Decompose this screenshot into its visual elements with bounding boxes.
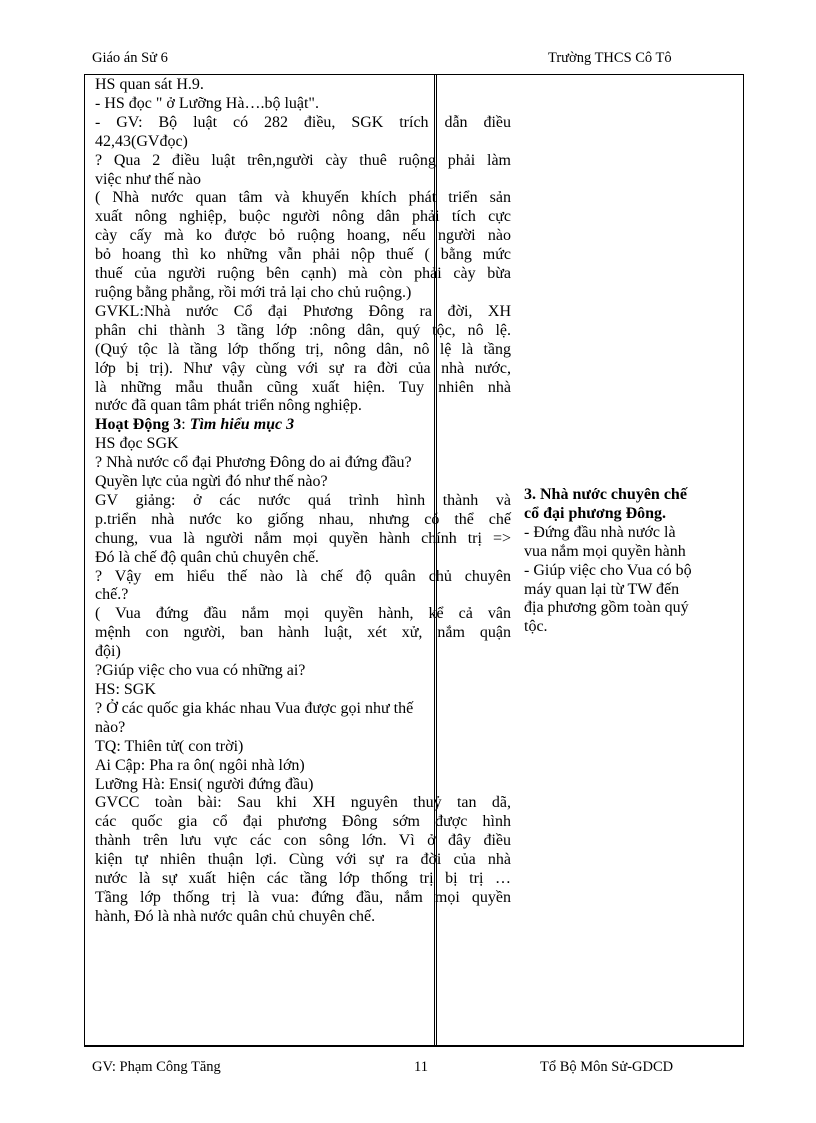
lesson-activities-column [95, 76, 511, 927]
text-line: vua nắm mọi quyền hành [524, 542, 686, 560]
text-line: địa phương gồm toàn quý [524, 599, 689, 617]
header-subject: Giáo án Sử 6 [92, 50, 168, 66]
text-line: mệnh con người, ban hành luật, xét xử, nắm quận [95, 624, 511, 642]
activity-title: Tìm hiểu mục 3 [189, 416, 295, 434]
activity-label: Hoạt Động 3 [95, 416, 182, 434]
text-line: nước là sự xuất hiện các tầng lớp thống trị bị trị … [95, 870, 511, 888]
text-line: - GV: Bộ luật có 282 điều, SGK trích dẫn điều [95, 113, 511, 131]
text-line: máy quan lại từ TW đến [524, 580, 680, 598]
text-line: ? Vậy em hiểu thế nào là chế độ quân chủ chuyên [95, 567, 511, 585]
text-line: chung, vua là người nắm mọi quyền hành chính trị => [95, 529, 511, 547]
text-line: TQ: Thiên tử( con trời) [95, 737, 244, 755]
text-line: hành, Đó là nhà nước quân chủ chuyên chế. [95, 907, 376, 925]
text-line: thuế của người ruộng bên cạnh) mà còn phải cày bừa [95, 265, 511, 283]
text-line: 42,43(GVđọc) [95, 132, 188, 150]
text-line: HS quan sát H.9. [95, 76, 204, 93]
text-line: xuất nông nghiệp, buộc người nông dân phải tích cực [95, 208, 511, 226]
text-line: chế.? [95, 586, 129, 604]
text-line: cày cấy mà ko được bỏ ruộng hoang, nếu người nào [95, 227, 511, 245]
section-heading: cổ đại phương Đông. [524, 504, 667, 522]
text-line: ruộng bằng phẳng, rồi mới trả lại cho chủ ruộng.) [95, 283, 412, 301]
text-line: (Quý tộc là tầng lớp thống trị, nông dân, nô lệ là tầng [95, 340, 511, 358]
text-line: thành trên lưu vực các con sông lớn. Vì ở đây điều [95, 832, 511, 850]
text-line: HS: SGK [95, 681, 156, 698]
text-line: HS đọc SGK [95, 435, 179, 453]
text-line: ( Nhà nước quan tâm và khuyến khích phát triển sản [95, 189, 511, 207]
text-line: ?Giúp việc cho vua có những ai? [95, 662, 306, 680]
page-number: 11 [414, 1059, 428, 1075]
text-line: Đó là chế độ quân chủ chuyên chế. [95, 548, 319, 566]
text-line: ( Vua đứng đầu nắm mọi quyền hành, kể cả vân [95, 605, 511, 623]
text-line: Tầng lớp thống trị là vua: đứng đầu, nắm mọi quyền [95, 888, 511, 906]
text-line: Quyền lực của ngừi đó như thế nào? [95, 473, 328, 491]
text-line: Lưỡng Hà: Ensi( người đứng đầu) [95, 775, 314, 793]
text-line: đội) [95, 643, 121, 661]
page-footer [84, 1046, 744, 1077]
text-line: các quốc gia cổ đại phương Đông sớm được hình [95, 813, 511, 831]
text-line: GVCC toàn bài: Sau khi XH nguyên thuỷ tan dã, [95, 794, 511, 812]
text-line: ? Qua 2 điều luật trên,người cày thuê ruộng phải làm [95, 151, 511, 169]
text-line: ? Ở các quốc gia khác nhau Vua được gọi như thế [95, 699, 414, 717]
lesson-content-column [524, 486, 734, 637]
activity-separator: : [181, 416, 190, 434]
text-line: tộc. [524, 618, 548, 636]
text-line: - Giúp việc cho Vua có bộ [524, 561, 692, 579]
section-heading: 3. Nhà nước chuyên chế [524, 486, 687, 503]
page-header [84, 46, 744, 75]
text-line: GV giảng: ở các nước quá trình hình thành và [95, 491, 511, 509]
text-line: ? Nhà nước cổ đại Phương Đông do ai đứng đầu? [95, 454, 412, 472]
activity-heading [95, 416, 511, 435]
text-line: nước đã quan tâm phát triển nông nghiệp. [95, 397, 362, 415]
text-line: Ai Cập: Pha ra ôn( ngôi nhà lớn) [95, 756, 305, 774]
text-line: việc như thế nào [95, 170, 201, 188]
text-line: GVKL:Nhà nước Cổ đại Phương Đông ra đời, XH [95, 302, 511, 320]
text-line: bỏ hoang thì ko những vẫn phải nộp thuế ( bằng mức [95, 246, 511, 264]
text-line: p.triển nhà nước ko giống nhau, nhưng có thể chế [95, 510, 511, 528]
footer-department: Tổ Bộ Môn Sử-GDCD [540, 1059, 674, 1075]
text-line: phân chi thành 3 tầng lớp :nông dân, quý tộc, nô lệ. [95, 321, 511, 339]
header-school: Trường THCS Cô Tô [548, 50, 672, 66]
text-line: nào? [95, 718, 126, 736]
text-line: - HS đọc " ở Lưỡng Hà….bộ luật". [95, 94, 319, 112]
text-line: lớp bị trị). Như vậy cùng với sự ra đời của nhà nước, [95, 359, 511, 377]
text-line: là những mẫu thuẫn cũng xuất hiện. Tuy nhiên nhà [95, 378, 511, 396]
text-line: kiện tự nhiên thuận lợi. Cùng với sự ra đời của nhà [95, 851, 511, 869]
footer-teacher: GV: Phạm Công Tăng [92, 1059, 221, 1075]
text-line: - Đứng đầu nhà nước là [524, 523, 676, 541]
